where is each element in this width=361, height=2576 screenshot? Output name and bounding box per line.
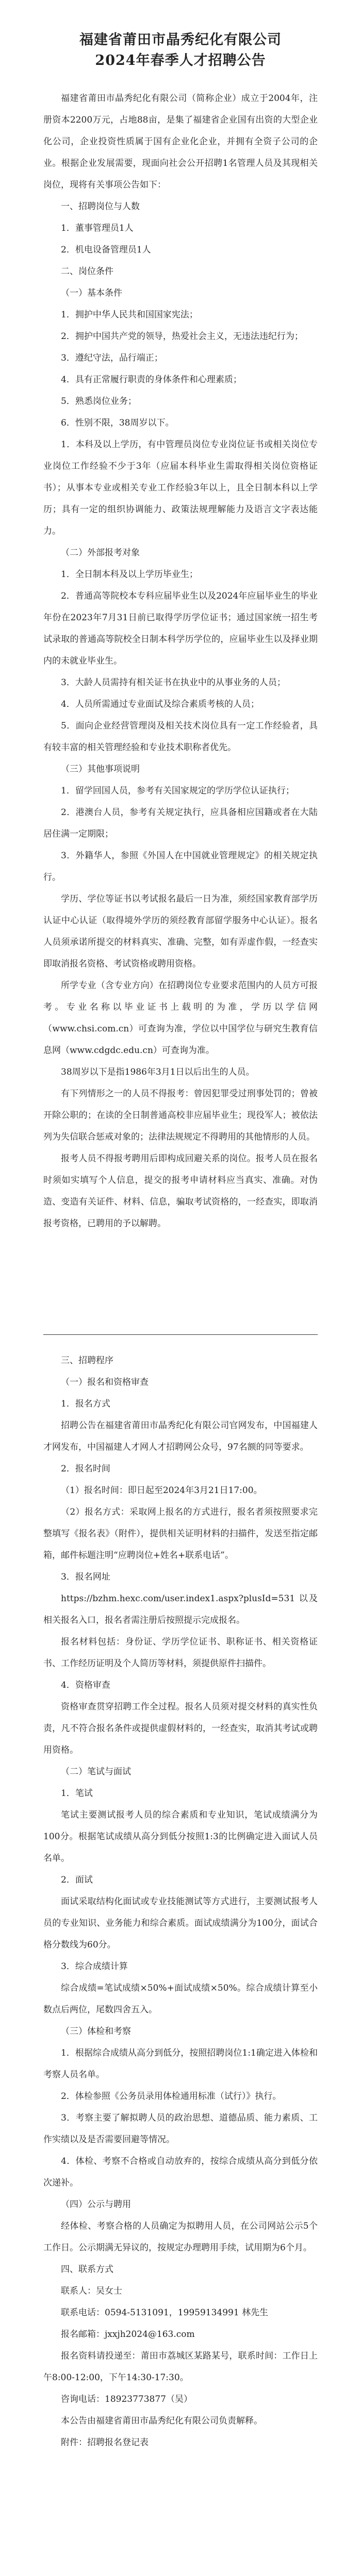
subsection-heading: （一）报名和资格审查: [61, 1377, 149, 1387]
paragraph: （2）报名方式：采取网上报名的方式进行，报名者须按照要求完整填写《报名表》（附件），提供相关证明材料的扫描件，发送至指定邮箱，邮件标题注明“应聘岗位+姓名+联系电话”。: [43, 1507, 318, 1561]
list-item: 2．机电设备管理员1人: [61, 245, 151, 255]
paragraph: 资格审查贯穿招聘工作全过程。报名人员须对提交材料的真实性负责，凡不符合报名条件或提供虚假材料的，一经查实，取消其考试或聘用资格。: [43, 1702, 318, 1755]
list-item: 5．熟悉岗位业务；: [61, 396, 137, 406]
list-item: 3．遵纪守法，品行端正；: [61, 353, 163, 363]
list-item: 2．港澳台人员，参考有关规定执行，应具备相应国籍或者在大陆居住满一定期限；: [43, 807, 318, 839]
subsection-heading: （二）外部报考对象: [61, 548, 140, 558]
doc-title-line2: 2024年春季人才招聘公告: [95, 53, 266, 69]
list-item: 1．董事管理员1人: [61, 223, 134, 233]
list-item: 4．具有正常履行职责的身体条件和心理素质；: [61, 375, 242, 385]
contact-line: 联系人：吴女士: [61, 2286, 122, 2296]
certificate-paragraph: 所学专业（含专业方向）在招聘岗位专业要求范围内的人员方可报考。专业名称以毕业证书上载明的为准，学历以学信网（www.chsi.com.cn）可查询为准，学位以中国学位与研究生教育信息网（www.cdgdc.edu.cn）可查询为准。: [43, 980, 318, 1056]
doc-body-part1: [43, 88, 318, 1234]
item-heading: 3．报名网址: [61, 1572, 110, 1582]
divider: [43, 1334, 318, 1335]
item-heading: 3．综合成绩计算: [61, 1961, 128, 1972]
paragraph: 3．考察主要了解拟聘人员的政治思想、道德品质、能力素质、工作实绩以及是否需要回避等情况。: [43, 2113, 318, 2145]
list-item: 4．人员所需通过专业面试及综合素质考核的人员；: [61, 699, 259, 709]
item-heading: 4．资格审查: [61, 1680, 110, 1690]
list-item: 2．拥护中国共产党的领导，热爱社会主义，无违法违纪行为；: [61, 331, 303, 342]
paragraph: 综合成绩=笔试成绩×50%+面试成绩×50%。综合成绩计算至小数点后两位，尾数四舍五入。: [43, 1983, 318, 2015]
age-paragraph: 38周岁以下是指1986年3月1日以后出生的人员。: [61, 1067, 255, 1077]
intro-paragraph: 福建省莆田市晶秀纪化有限公司（简称企业）成立于2004年，注册资本2200万元，占地88亩，是集了福建省企业国有出资的大型企业化公司，企业投资性质属于国有企业化企业，并拥有全资子公司的企业。根据企业发展需要，现面向社会公开招聘1名管理人员及其现相关岗位，现将有关事项公告如下：: [43, 93, 318, 190]
url-paragraph: https://bzhm.hexc.com/user.index1.aspx?plusId=531 以及相关报名入口，报名者需注册后按照提示完成报名。: [43, 1594, 318, 1625]
list-item: 2．普通高等院校本专科应届毕业生以及2024年应届毕业生的毕业年份在2023年7月31日前已取得学历学位证书；通过国家统一招生考试录取的普通高等院校全日制本科学历学位的，应届毕业生以及择业期内的未就业毕业生。: [43, 591, 318, 666]
contact-line: 报名资料请投递至：莆田市荔城区某路某号，联系时间：工作日上午8:00-12:00，下午14:30-17:30。: [43, 2351, 318, 2383]
section-heading-2: 二、岗位条件: [61, 266, 113, 277]
item-heading: 1．笔试: [61, 1788, 93, 1799]
requirement-paragraph: 1．本科及以上学历，有中管理员岗位专业岗位证书或相关岗位专业岗位工作经验不少于3年（应届本科毕业生需取得相关岗位资格证书）；从事本专业或相关专业工作经验3年以上，且全日制本科以上学历；具有一定的组织协调能力、政策法规理解能力及语言文字表达能力。: [43, 439, 318, 536]
subsection-heading: （三）其他事项说明: [61, 764, 140, 774]
certificate-paragraph: 学历、学位等证书以考试报名最后一日为准，须经国家教育部学历认证中心认证（取得境外学历的须经教育部留学服务中心认证）。报名人员须承诺所提交的材料真实、准确、完整，如有弄虚作假，一经查实即取消报名资格、考试资格或聘用资格。: [43, 894, 318, 969]
paragraph: 2．体检参照《公务员录用体检通用标准（试行）》执行。: [61, 2091, 282, 2102]
paragraph: （1）报名时间：即日起至2024年3月21日17:00。: [61, 1485, 262, 1496]
contact-line: 咨询电话：18923773877（吴）: [61, 2394, 192, 2404]
item-heading: 2．报名时间: [61, 1464, 110, 1474]
section-heading-4: 四、联系方式: [61, 2264, 113, 2275]
note-paragraph: 报考人员不得报考聘用后即构成回避关系的岗位。报考人员在报名时须如实填写个人信息，提交的报考申请材料应当真实、准确。对伪造、变造有关证件、材料、信息，骗取考试资格的，一经查实，即取消报考资格，已聘用的予以解聘。: [43, 1154, 318, 1229]
closing-paragraph: 本公告由福建省莆田市晶秀纪化有限公司负责解释。: [61, 2416, 262, 2426]
item-heading: 1．报名方式: [61, 1399, 110, 1409]
paragraph: 笔试主要测试报考人员的综合素质和专业知识，笔试成绩满分为100分。根据笔试成绩从高分到低分按照1:3的比例确定进入面试人员名单。: [43, 1810, 318, 1863]
list-item: 3．外籍华人，参照《外国人在中国就业管理规定》的相关规定执行。: [43, 851, 318, 883]
paragraph: 招聘公告在福建省莆田市晶秀纪化有限公司官网发布，中国福建人才网发布，中国福建人才网人才招聘网公众号，97名额的同等要求。: [43, 1420, 318, 1452]
doc-title-line1: 福建省莆田市晶秀纪化有限公司: [79, 32, 282, 48]
subsection-heading: （三）体检和考察: [61, 2026, 131, 2037]
paragraph: 1．根据综合成绩从高分到低分，按照招聘岗位1:1确定进入体检和考察人员名单。: [43, 2048, 318, 2080]
item-heading: 2．面试: [61, 1875, 93, 1885]
doc-body-part2: [43, 1350, 318, 2453]
paragraph: 经体检、考察合格的人员确定为拟聘用人员，在公司网站公示5个工作日。公示期满无异议的，按规定办理聘用手续，试用期为6个月。: [43, 2221, 318, 2253]
list-item: 5．面向企业经营管理岗及相关技术岗位具有一定工作经验者，具有较丰富的相关管理经验和专业技术职称者优先。: [43, 721, 318, 753]
contact-line: 报名邮箱：jxxjh2024@163.com: [61, 2329, 195, 2340]
attachment-note: 附件：招聘报名登记表: [61, 2437, 149, 2448]
list-item: 1．拥护中华人民共和国国家宪法；: [61, 310, 198, 320]
subsection-heading: （二）笔试与面试: [61, 1767, 131, 1777]
list-item: 6．性别不限，38周岁以下。: [61, 418, 174, 428]
section-heading-1: 一、招聘岗位与人数: [61, 201, 140, 212]
paragraph: 4．体检、考察不合格或自动放弃的，按综合成绩从高分到低分依次递补。: [43, 2156, 318, 2188]
section-heading-3: 三、招聘程序: [61, 1355, 113, 1366]
paragraph: 报名材料包括：身份证、学历学位证书、职称证书、相关资格证书、工作经历证明及个人简历等材料，须提供原件扫描件。: [43, 1637, 318, 1669]
subsection-heading: （一）基本条件: [61, 288, 122, 298]
list-item: 3．大龄人员需持有相关证书在执业中的从事业务的人员；: [61, 677, 286, 688]
note-paragraph: 有下列情形之一的人员不得报考：曾因犯罪受过刑事处罚的；曾被开除公职的；在读的全日制普通高校非应届毕业生；现役军人；被依法列为失信联合惩戒对象的；法律法规规定不得聘用的其他情形的人员。: [43, 1089, 318, 1142]
paragraph: 面试采取结构化面试或专业技能测试等方式进行，主要测试报考人员的专业知识、业务能力和综合素质。面试成绩满分为100分，面试合格分数线为60分。: [43, 1896, 318, 1950]
contact-line: 联系电话：0594-5131091，19959134991 林先生: [61, 2308, 269, 2318]
list-item: 1．留学回国人员，参考有关国家规定的学历学位认证执行；: [61, 786, 294, 796]
list-item: 1．全日制本科及以上学历毕业生；: [61, 569, 198, 580]
subsection-heading: （四）公示与聘用: [61, 2199, 131, 2210]
